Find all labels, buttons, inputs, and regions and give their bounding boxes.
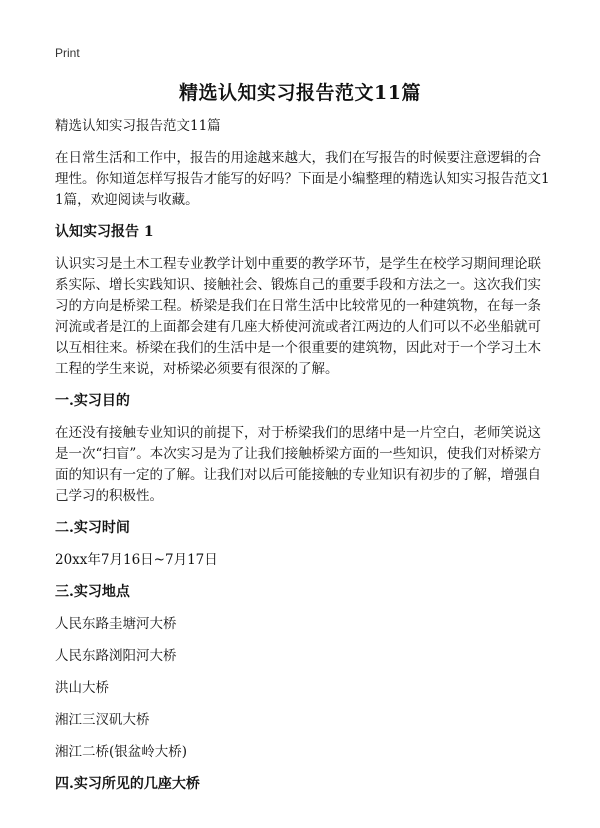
print-label: Print — [55, 46, 80, 60]
place-item: 人民东路圭塘河大桥 — [55, 616, 177, 632]
purpose-heading: 一.实习目的 — [55, 393, 130, 409]
time-heading: 二.实习时间 — [55, 520, 130, 536]
section-1-heading: 认知实习报告 1 — [55, 224, 154, 240]
purpose-paragraph: 在还没有接触专业知识的前提下，对于桥梁我们的思绪中是一片空白，老师笑说这是一次“扫盲”。本次实习是为了让我们接触桥梁方面的一些知识，使我们对桥梁方面的知识有一定的了解。让我们对以后可能接触的专业知识有初步的了解，增强自己学习的积极性。 — [55, 425, 542, 504]
intro-paragraph: 在日常生活和工作中，报告的用途越来越大，我们在写报告的时候要注意逻辑的合理性。你知道怎样写报告才能写的好吗？下面是小编整理的精选认知实习报告范文11篇，欢迎阅读与收藏。 — [55, 150, 550, 208]
place-heading: 三.实习地点 — [55, 584, 130, 600]
document-subtitle: 精选认知实习报告范文11篇 — [55, 118, 221, 134]
place-item: 湘江二桥(银盆岭大桥) — [55, 744, 188, 760]
bridges-heading: 四.实习所见的几座大桥 — [55, 776, 200, 792]
document-body — [55, 116, 553, 806]
section-1-paragraph: 认识实习是土木工程专业教学计划中重要的教学环节，是学生在校学习期间理论联系实际、增长实践知识、接触社会、锻炼自己的重要手段和方法之一。这次我们实习的方向是桥梁工程。桥梁是我们在日常生活中比较常见的一种建筑物，在每一条河流或者是江的上面都会建有几座大桥使河流或者江两边的人们可以不必坐船就可以互相往来。桥梁在我们的生活中是一个很重要的建筑物，因此对于一个学习土木工程的学生来说，对桥梁必须要有很深的了解。 — [55, 256, 541, 377]
place-item: 洪山大桥 — [55, 680, 109, 696]
time-text: 20xx年7月16日~7月17日 — [55, 552, 218, 568]
place-item: 湘江三汊矶大桥 — [55, 712, 150, 728]
document-title: 精选认知实习报告范文11篇 — [179, 82, 421, 104]
place-item: 人民东路浏阳河大桥 — [55, 648, 177, 664]
